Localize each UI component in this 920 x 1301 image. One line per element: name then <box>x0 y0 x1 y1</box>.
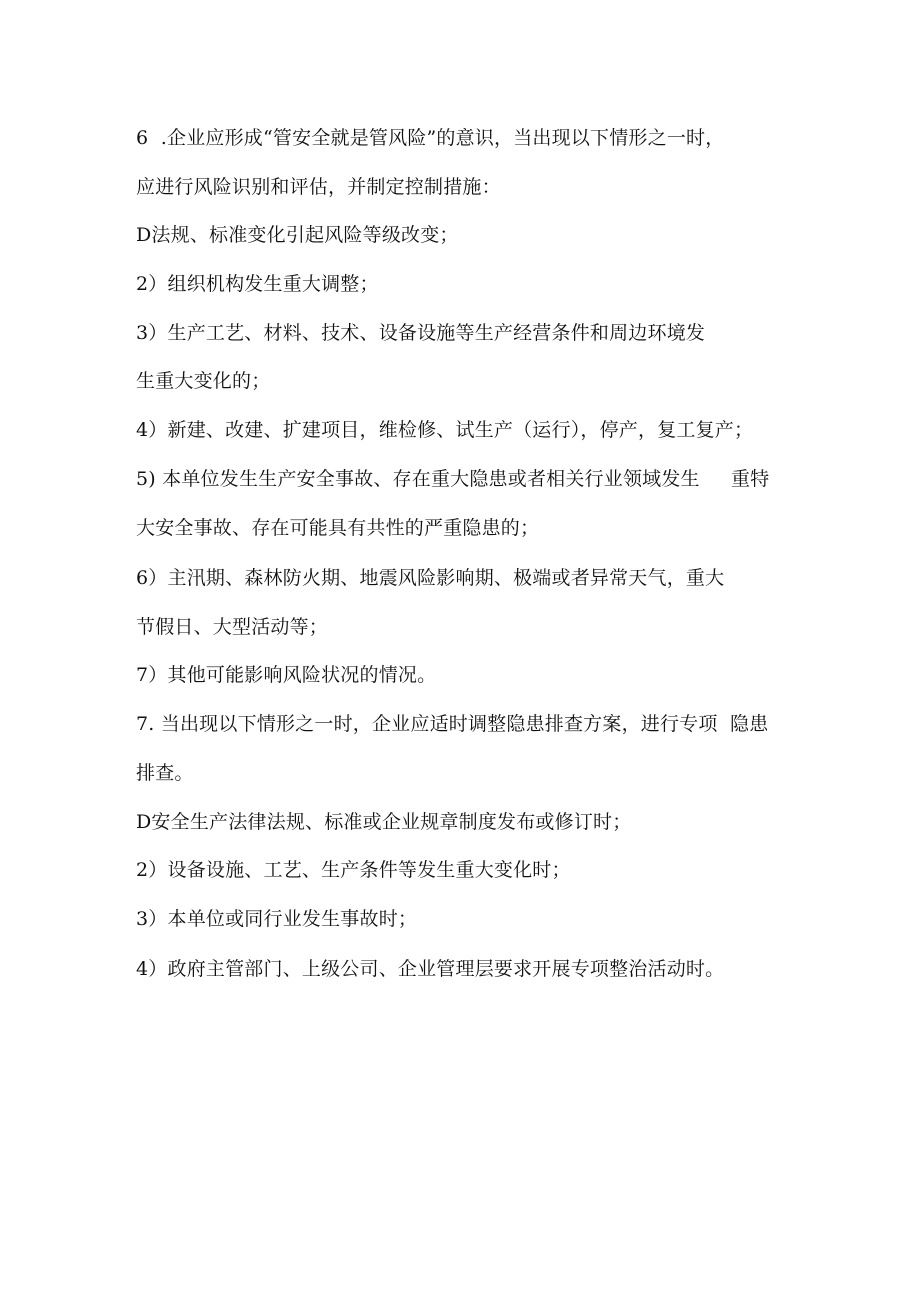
text-line-item6-sub3-b: 生重大变化的； <box>136 370 271 392</box>
text-line-item6-sub5-a: 5) 本单位发生生产安全事故、存在重大隐患或者相关行业领域发生 重特 <box>136 468 770 490</box>
text-line-item7-sub1: D安全生产法律法规、标准或企业规章制度发布或修订时； <box>136 811 632 833</box>
text-line-item6-sub3-a: 3）生产工艺、材料、技术、设备设施等生产经营条件和周边环境发 <box>136 322 706 344</box>
text-line-item6-sub2: 2）组织机构发生重大调整； <box>136 273 379 295</box>
text-line-item6-sub6-b: 节假日、大型活动等； <box>136 616 329 638</box>
text-line-item6-sub4: 4）新建、改建、扩建项目，维检修、试生产（运行），停产，复工复产； <box>136 419 754 441</box>
text-line-item7-intro-1: 7. 当出现以下情形之一时，企业应适时调整隐患排查方案，进行专项 隐患 <box>136 713 769 735</box>
text-line-item7-intro-2: 排查。 <box>136 762 194 784</box>
text-line-item6-sub6-a: 6）主汛期、森林防火期、地震风险影响期、极端或者异常天气，重大 <box>136 567 725 589</box>
text-line-item6-sub5-b: 大安全事故、存在可能具有共性的严重隐患的； <box>136 517 540 539</box>
text-line-item6-sub7: 7）其他可能影响风险状况的情况。 <box>136 664 437 686</box>
text-line-item7-sub3: 3）本单位或同行业发生事故时； <box>136 908 418 930</box>
text-line-item7-sub4: 4）政府主管部门、上级公司、企业管理层要求开展专项整治活动时。 <box>136 958 725 980</box>
text-line-item6-intro-1: 6 .企业应形成“管安全就是管风险”的意识，当出现以下情形之一时， <box>136 127 725 149</box>
text-line-item6-intro-2: 应进行风险识别和评估，并制定控制措施： <box>136 176 501 198</box>
text-line-item6-sub1: D法规、标准变化引起风险等级改变； <box>136 224 459 246</box>
text-line-item7-sub2: 2）设备设施、工艺、生产条件等发生重大变化时； <box>136 859 571 881</box>
